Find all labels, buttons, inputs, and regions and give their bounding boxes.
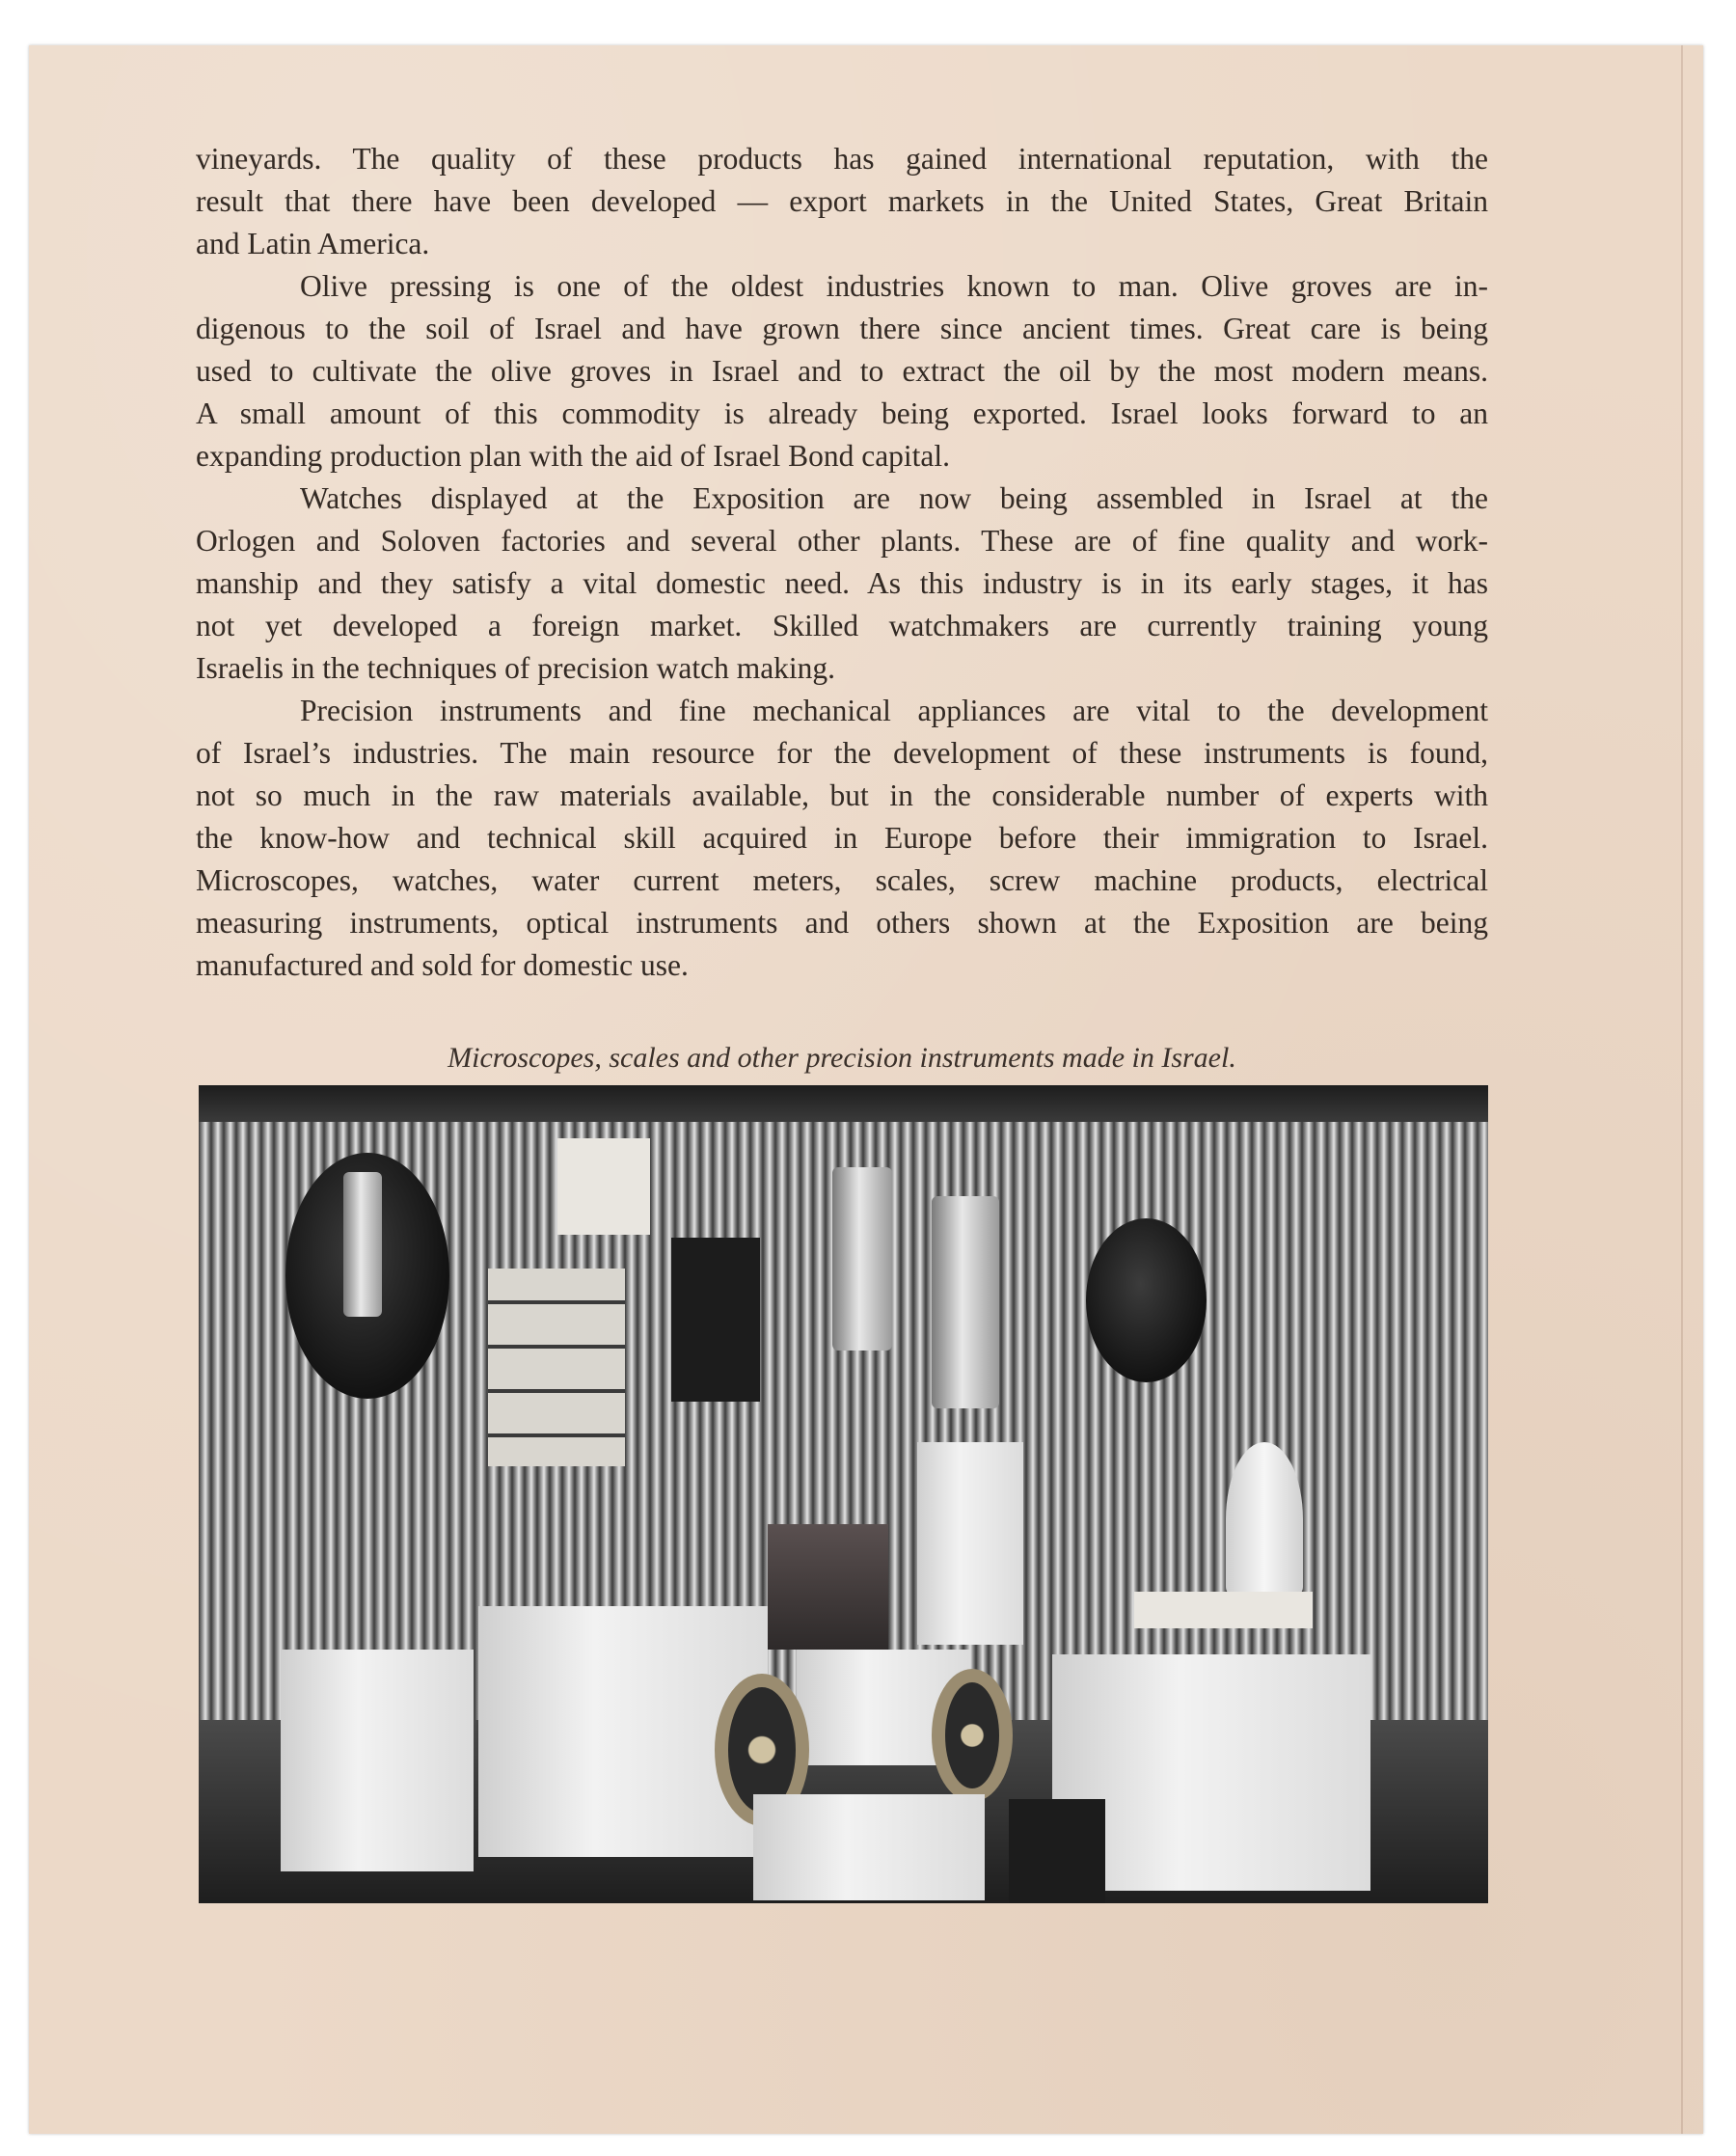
machine-base-cube bbox=[753, 1794, 985, 1900]
text-line: result that there have been developed — export markets in the United States, Great Britain bbox=[196, 184, 1488, 218]
center-box bbox=[768, 1524, 888, 1650]
text-line: Microscopes, watches, water current meters, scales, screw machine products, electrical bbox=[196, 863, 1488, 897]
current-meter bbox=[932, 1196, 999, 1408]
text-line: not so much in the raw materials available, but in the considerable number of experts with bbox=[196, 778, 1488, 812]
instrument-board bbox=[488, 1269, 625, 1466]
text-line: expanding production plan with the aid of Israel Bond capital. bbox=[196, 439, 951, 473]
tall-cylinder bbox=[832, 1167, 892, 1351]
text-line: measuring instruments, optical instruments and others shown at the Exposition are being bbox=[196, 906, 1488, 940]
exhibit-photo bbox=[199, 1085, 1488, 1903]
weighing-scale bbox=[1226, 1442, 1303, 1597]
paragraph-olive-start: Olive pressing is one of the oldest industries known to man. Olive groves are in- bbox=[300, 269, 1488, 303]
photo-caption: Microscopes, scales and other precision instruments made in Israel. bbox=[448, 1042, 1236, 1074]
text-line: the know-how and technical skill acquired in Europe before their immigration to Israel. bbox=[196, 821, 1488, 855]
page-fold-crease bbox=[1681, 45, 1683, 2134]
text-line: Israelis in the techniques of precision watch making. bbox=[196, 651, 836, 685]
scale-base bbox=[1134, 1592, 1313, 1628]
paragraph-instruments-start: Precision instruments and fine mechanical appliances are vital to the development bbox=[300, 694, 1488, 727]
text-line: manship and they satisfy a vital domestic need. As this industry is in its early stages, it has bbox=[196, 566, 1488, 600]
dark-floor-case bbox=[1009, 1799, 1105, 1903]
text-line: A small amount of this commodity is already being exported. Israel looks forward to an bbox=[196, 396, 1488, 430]
pedestal-stand bbox=[917, 1442, 1023, 1645]
body-text bbox=[196, 138, 1488, 987]
text-line: vineyards. The quality of these products has gained international reputation, with the bbox=[196, 142, 1488, 176]
text-line: Orlogen and Soloven factories and several other plants. These are of fine quality and work- bbox=[196, 524, 1488, 558]
small-top-panel bbox=[557, 1138, 650, 1235]
text-line: not yet developed a foreign market. Skilled watchmakers are currently training young bbox=[196, 609, 1488, 642]
left-display-cube bbox=[281, 1650, 474, 1871]
right-oval-display bbox=[1086, 1218, 1207, 1382]
text-line: used to cultivate the olive groves in Israel and to extract the oil by the most modern means. bbox=[196, 354, 1488, 388]
gauge-panel bbox=[671, 1238, 760, 1402]
text-line: of Israel’s industries. The main resource for the development of these instruments is found, bbox=[196, 736, 1488, 770]
text-line: and Latin America. bbox=[196, 227, 430, 260]
text-line: digenous to the soil of Israel and have grown there since ancient times. Great care is being bbox=[196, 312, 1488, 345]
photo-ceiling bbox=[199, 1085, 1488, 1122]
document-page bbox=[29, 45, 1703, 2134]
text-line: manufactured and sold for domestic use. bbox=[196, 948, 689, 982]
microscope-on-oval bbox=[343, 1172, 382, 1317]
right-machine-wheel bbox=[932, 1669, 1013, 1802]
paragraph-watches-start: Watches displayed at the Exposition are now being assembled in Israel at the bbox=[300, 481, 1488, 515]
